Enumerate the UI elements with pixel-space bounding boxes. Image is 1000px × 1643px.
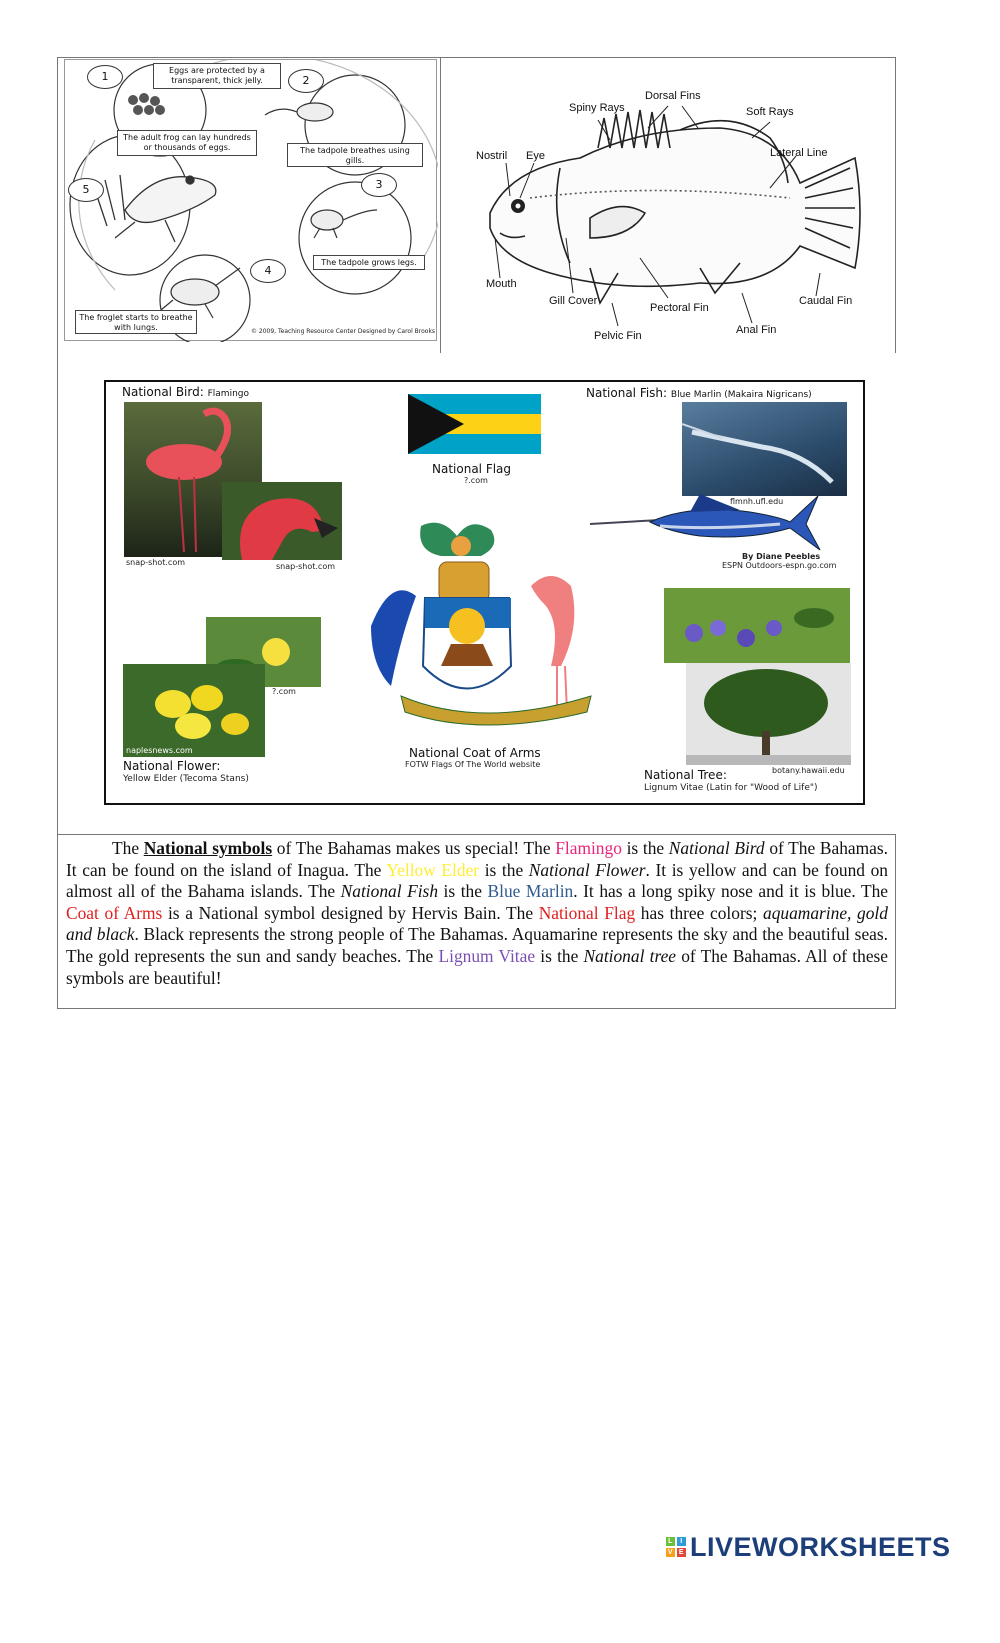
section-divider-left (57, 352, 58, 834)
tree-icon (686, 663, 851, 765)
para-p11: . Black represents the strong people of The Bahamas. Aquamarine represents the sky and the beautiful seas. The gold represents the sun and sandy beaches. The (66, 924, 889, 966)
bird-credit-2: snap-shot.com (276, 562, 336, 571)
para-p7: is the (438, 881, 488, 902)
para-national-fish: National Fish (340, 881, 439, 902)
pelvic-fin-label: Pelvic Fin (594, 330, 642, 342)
pectoral-fin-label: Pectoral Fin (650, 302, 709, 314)
flamingo-head-icon (222, 482, 342, 560)
lateral-line-label: Lateral Line (770, 147, 828, 159)
flower-name: Yellow Elder (Tecoma Stans) (123, 774, 249, 784)
para-flamingo: Flamingo (555, 838, 622, 858)
soft-rays-label: Soft Rays (746, 106, 794, 118)
flamingo-photo-2 (222, 482, 342, 560)
eye-label: Eye (526, 150, 545, 162)
caudal-fin-label: Caudal Fin (799, 295, 853, 307)
coat-title: National Coat of Arms (409, 746, 541, 760)
para-national-tree: National tree (583, 945, 677, 966)
fish-name: Blue Marlin (Makaira Nigricans) (670, 390, 812, 400)
step-1-badge: 1 (87, 65, 123, 89)
coat-of-arms-icon (361, 516, 607, 730)
tadpole-legs-note: The tadpole grows legs. (313, 255, 425, 270)
para-yellow-elder: Yellow Elder (386, 859, 480, 880)
tree-credit: botany.hawaii.edu (772, 766, 845, 775)
flag-icon (408, 394, 541, 454)
bahamas-flag (408, 394, 541, 454)
para-coat-of-arms: Coat of Arms (66, 902, 163, 923)
para-p6: . It is yellow and can be found on almost all of the Bahama islands. The (66, 859, 888, 902)
logo-block-v: V (667, 1549, 674, 1556)
tadpole-icon (265, 103, 333, 121)
flower-credit-2: naplesnews.com (126, 746, 193, 755)
coat-credit: FOTW Flags Of The World website (405, 760, 541, 769)
logo-block-l: L (666, 1537, 675, 1546)
lignum-vitae-flower-photo (664, 588, 850, 663)
adult-frog-note: The adult frog can lay hundreds or thousands of eggs. (117, 130, 257, 156)
national-symbols-paragraph (66, 838, 888, 989)
fish-title-label: National Fish: (586, 386, 668, 400)
anal-fin-label: Anal Fin (736, 324, 777, 336)
bird-credit-1: snap-shot.com (126, 558, 186, 567)
tree-title: National Tree: (644, 768, 727, 782)
bird-title-label: National Bird: (122, 385, 204, 399)
para-p1: The (112, 838, 144, 858)
eggs-note: Eggs are protected by a transparent, thick jelly. (153, 63, 281, 89)
para-national-symbols: National symbols (143, 838, 273, 858)
coat-of-arms (361, 516, 607, 730)
yellow-elder-icon-2 (123, 664, 265, 757)
para-p8: . It has a long spiky nose and it is blue. The (573, 881, 888, 902)
fish-title (586, 386, 812, 400)
liveworksheets-logo[interactable] (666, 1530, 951, 1564)
para-p3: is the (621, 838, 669, 858)
para-national-flower: National Flower (528, 859, 646, 880)
nostril-label: Nostril (476, 150, 508, 162)
step-4-badge: 4 (250, 259, 286, 283)
gill-cover-label: Gill Cover (549, 295, 598, 307)
eggs-icon (128, 93, 165, 115)
para-national-flag: National Flag (538, 902, 636, 923)
para-p4: of The Bahamas. It can be found on the island of Inagua. The (66, 838, 888, 880)
frog-cycle-art (65, 60, 438, 342)
bird-name: Flamingo (207, 389, 249, 399)
para-lignum-vitae: Lignum Vitae (438, 945, 536, 966)
yellow-elder-photo-2 (123, 664, 265, 757)
step-2-badge: 2 (288, 69, 324, 93)
marlin-drawing (590, 492, 822, 552)
marlin-photo (682, 402, 847, 496)
tadpole-legs-icon (311, 210, 377, 238)
step-3-badge: 3 (361, 173, 397, 197)
fish-anatomy-diagram (470, 88, 870, 346)
para-p10: has three colors; (635, 902, 763, 923)
flower-title: National Flower: (123, 759, 221, 773)
frog-copyright: © 2009, Teaching Resource Center Designed by Carol Brooks (251, 328, 436, 335)
para-p13: of The Bahamas. All of these symbols are beautiful! (66, 945, 889, 988)
para-blue-marlin: Blue Marlin (487, 881, 574, 902)
top-divider (440, 57, 441, 353)
flower-credit-1: ?.com (272, 687, 296, 696)
para-p12: is the (535, 945, 584, 966)
marlin-icon (590, 492, 822, 552)
frog-lifecycle-diagram (64, 59, 437, 341)
fish-credit-1: flmnh.ufl.edu (730, 497, 784, 506)
para-colors: aquamarine, gold and black (66, 902, 888, 945)
step-5-badge: 5 (68, 178, 104, 202)
bird-title (122, 385, 249, 399)
spiny-rays-label: Spiny Rays (569, 102, 625, 114)
para-national-bird: National Bird (668, 838, 765, 858)
para-p2: of The Bahamas makes us special! The (272, 838, 556, 858)
adult-frog-icon (95, 175, 216, 242)
tadpole-gills-note: The tadpole breathes using gills. (287, 143, 423, 167)
marlin-jumping-icon (682, 402, 847, 496)
logo-blocks-icon (666, 1537, 686, 1557)
logo-text: LIVEWORKSHEETS (690, 1531, 951, 1562)
flag-credit: ?.com (464, 476, 488, 485)
flag-title: National Flag (432, 462, 512, 476)
fish-credit-2b: ESPN Outdoors-espn.go.com (722, 561, 837, 570)
froglet-note: The froglet starts to breathe with lungs. (75, 310, 197, 334)
lignum-vitae-tree-photo (686, 663, 851, 765)
dorsal-fins-label: Dorsal Fins (645, 90, 701, 102)
tree-name: Lignum Vitae (Latin for "Wood of Life") (644, 783, 818, 793)
logo-block-e: E (678, 1549, 685, 1556)
lignum-vitae-flower-icon (664, 588, 850, 663)
fish-credit-2a: By Diane Peebles (742, 552, 821, 561)
para-p9: is a National symbol designed by Hervis Bain. The (162, 902, 539, 923)
logo-block-i: I (677, 1537, 686, 1546)
mouth-label: Mouth (486, 278, 517, 290)
para-p5: is the (479, 859, 529, 880)
national-symbols-poster (104, 380, 865, 805)
